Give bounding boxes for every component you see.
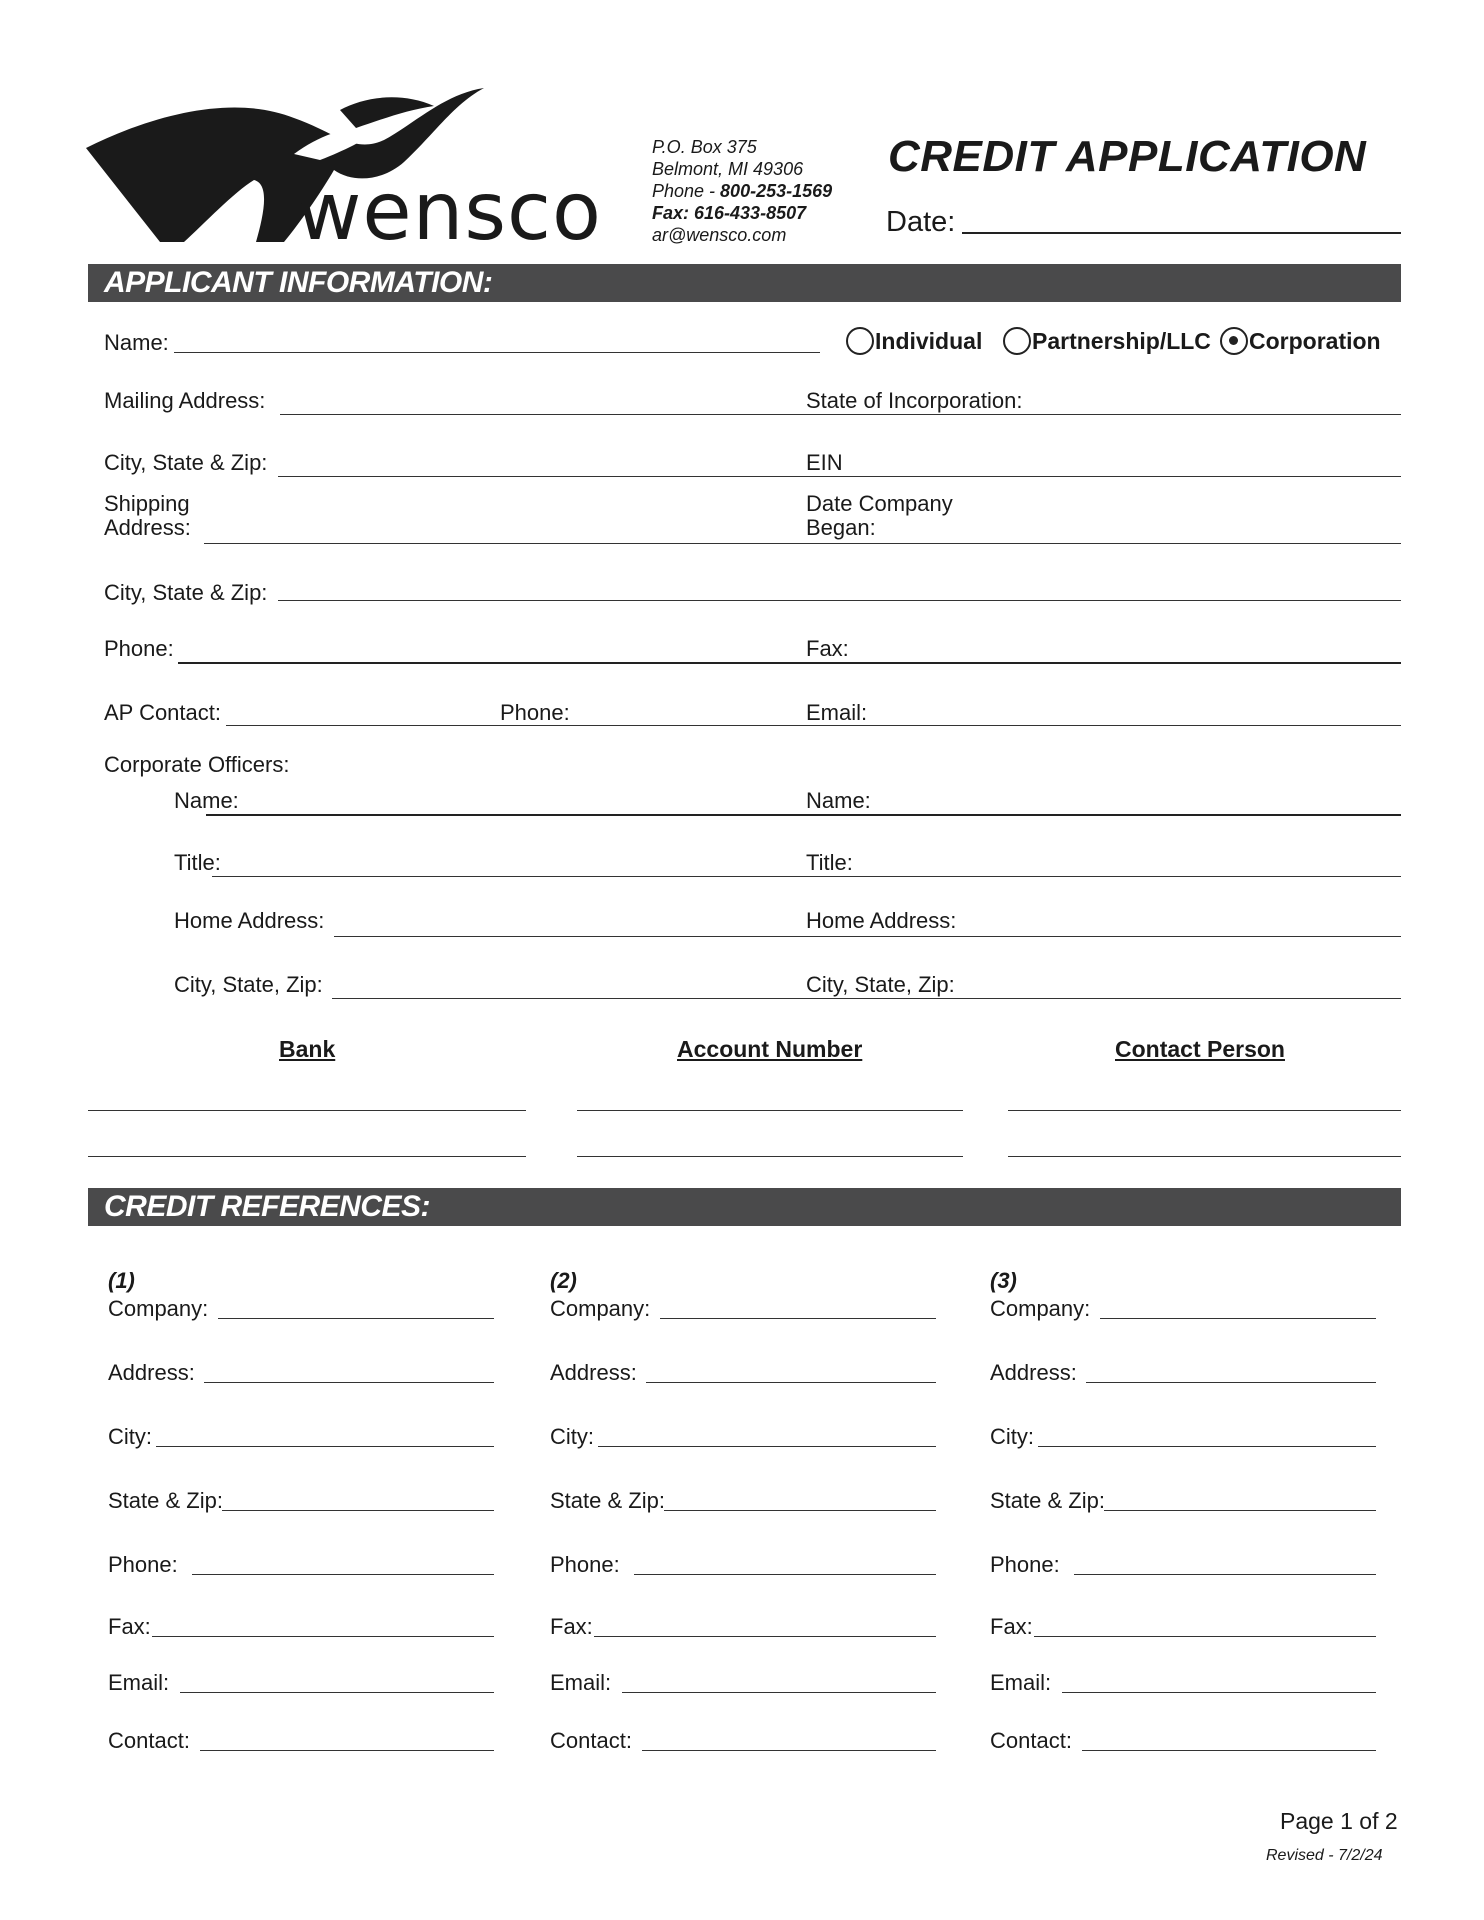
company-email: ar@wensco.com (652, 225, 787, 245)
officer-1-home-address-label: Home Address: (174, 908, 325, 933)
account-field-2[interactable] (577, 1156, 963, 1157)
ref-city-field[interactable] (156, 1446, 494, 1447)
company-logo (84, 84, 624, 258)
ref-state-zip-label: State & Zip: (990, 1488, 1105, 1513)
ref-company-field[interactable] (218, 1318, 494, 1319)
ref-city-label: City: (108, 1424, 152, 1449)
ref-phone-label: Phone: (990, 1552, 1060, 1577)
company-contact-block (652, 136, 832, 246)
ref-phone-label: Phone: (550, 1552, 620, 1577)
officer-1-city-label: City, State, Zip: (174, 972, 323, 997)
ref-contact-label: Contact: (108, 1728, 190, 1753)
ap-contact-label: AP Contact: (104, 700, 221, 725)
contact-person-field-2[interactable] (1008, 1156, 1401, 1157)
company-fax: Fax: 616-433-8507 (652, 203, 807, 223)
account-field-1[interactable] (577, 1110, 963, 1111)
ref-address-field[interactable] (204, 1382, 494, 1383)
name-field[interactable] (174, 352, 820, 353)
ref-fax-label: Fax: (108, 1614, 151, 1639)
company-phone: Phone - 800-253-1569 (652, 181, 833, 201)
form-title: CREDIT APPLICATION (888, 132, 1367, 181)
corporate-officers-label: Corporate Officers: (104, 752, 290, 777)
reference-2 (550, 1268, 936, 1768)
mailing-address-field[interactable] (280, 414, 1401, 415)
ref-email-field[interactable] (1062, 1692, 1376, 1693)
city-state-zip-field[interactable] (278, 476, 1401, 477)
officer-2-title-label: Title: (806, 850, 853, 875)
reference-3 (990, 1268, 1376, 1768)
shipping-address-field[interactable] (204, 543, 1401, 544)
ref-address-label: Address: (108, 1360, 195, 1385)
ref-city-field[interactable] (1038, 1446, 1376, 1447)
ref-fax-field[interactable] (1034, 1636, 1376, 1637)
ref-contact-label: Contact: (550, 1728, 632, 1753)
ref-fax-label: Fax: (990, 1614, 1033, 1639)
ap-phone-label: Phone: (500, 700, 570, 725)
radio-selected-icon (1220, 327, 1248, 355)
ref-email-field[interactable] (180, 1692, 494, 1693)
ref-contact-label: Contact: (990, 1728, 1072, 1753)
bank-column-header: Bank (279, 1036, 336, 1062)
radio-partnership[interactable]: Partnership/LLC (1003, 327, 1211, 355)
ref-email-field[interactable] (622, 1692, 936, 1693)
reference-1 (108, 1268, 494, 1768)
date-company-began-label: Date Company Began: (806, 491, 953, 540)
officer-1-title-label: Title: (174, 850, 221, 875)
shipping-city-label: City, State & Zip: (104, 580, 268, 605)
company-city: Belmont, MI 49306 (652, 159, 804, 179)
shipping-city-field[interactable] (278, 600, 1401, 601)
reference-number: (1) (108, 1268, 135, 1293)
ref-contact-field[interactable] (1082, 1750, 1376, 1751)
phone-fax-field[interactable] (178, 662, 1401, 664)
contact-person-column-header: Contact Person (1115, 1036, 1285, 1062)
ref-state-zip-field[interactable] (222, 1510, 494, 1511)
bank-field-2[interactable] (88, 1156, 526, 1157)
contact-person-field-1[interactable] (1008, 1110, 1401, 1111)
ref-address-field[interactable] (646, 1382, 936, 1383)
radio-corporation[interactable]: Corporation (1220, 327, 1381, 355)
ref-fax-label: Fax: (550, 1614, 593, 1639)
email-label: Email: (806, 700, 868, 725)
ref-phone-field[interactable] (634, 1574, 936, 1575)
ref-phone-field[interactable] (192, 1574, 494, 1575)
name-label: Name: (104, 330, 169, 355)
ref-company-label: Company: (108, 1296, 209, 1321)
ref-state-zip-field[interactable] (1104, 1510, 1376, 1511)
ref-state-zip-label: State & Zip: (550, 1488, 665, 1513)
ref-company-field[interactable] (1100, 1318, 1376, 1319)
revision-date: Revised - 7/2/24 (1266, 1847, 1383, 1864)
fax-label: Fax: (806, 636, 849, 661)
shipping-address-label: Shipping Address: (104, 491, 191, 540)
ref-fax-field[interactable] (152, 1636, 494, 1637)
date-label: Date: (886, 206, 956, 238)
officer-title-field[interactable] (212, 876, 1401, 877)
officer-2-city-label: City, State, Zip: (806, 972, 955, 997)
officer-2-name-label: Name: (806, 788, 871, 813)
officer-home-address-field[interactable] (334, 936, 1401, 937)
ref-contact-field[interactable] (642, 1750, 936, 1751)
ein-label: EIN (806, 450, 843, 475)
ref-address-label: Address: (990, 1360, 1077, 1385)
officer-name-field[interactable] (206, 814, 1401, 816)
bank-field-1[interactable] (88, 1110, 526, 1111)
officer-1-name-label: Name: (174, 788, 239, 813)
ref-phone-field[interactable] (1074, 1574, 1376, 1575)
credit-references-section-header (88, 1188, 1401, 1226)
ref-company-label: Company: (550, 1296, 651, 1321)
page-number: Page 1 of 2 (1280, 1808, 1398, 1834)
ref-city-label: City: (990, 1424, 1034, 1449)
company-wordmark: wensco (296, 165, 602, 258)
officer-city-field[interactable] (332, 998, 1401, 999)
radio-individual[interactable]: Individual (846, 327, 982, 355)
ref-email-label: Email: (990, 1670, 1052, 1695)
account-number-column-header: Account Number (677, 1036, 863, 1062)
ref-contact-field[interactable] (200, 1750, 494, 1751)
ref-fax-field[interactable] (594, 1636, 936, 1637)
applicant-section-header (88, 264, 1401, 302)
state-incorporation-label: State of Incorporation: (806, 388, 1023, 413)
reference-number: (2) (550, 1268, 577, 1293)
date-field[interactable] (962, 232, 1401, 234)
ref-phone-label: Phone: (108, 1552, 178, 1577)
mailing-address-label: Mailing Address: (104, 388, 266, 413)
applicant-section-title: APPLICANT INFORMATION: (104, 266, 493, 299)
ref-company-label: Company: (990, 1296, 1091, 1321)
ref-email-label: Email: (550, 1670, 612, 1695)
phone-label: Phone: (104, 636, 174, 661)
ref-state-zip-field[interactable] (664, 1510, 936, 1511)
ref-email-label: Email: (108, 1670, 170, 1695)
ref-address-field[interactable] (1086, 1382, 1376, 1383)
credit-references-title: CREDIT REFERENCES: (104, 1190, 431, 1223)
ref-city-label: City: (550, 1424, 594, 1449)
po-box: P.O. Box 375 (652, 137, 757, 157)
ref-state-zip-label: State & Zip: (108, 1488, 223, 1513)
radio-circle-icon (846, 327, 874, 355)
ref-company-field[interactable] (660, 1318, 936, 1319)
radio-circle-icon (1003, 327, 1031, 355)
ref-city-field[interactable] (598, 1446, 936, 1447)
city-state-zip-label: City, State & Zip: (104, 450, 268, 475)
officer-2-home-address-label: Home Address: (806, 908, 957, 933)
ref-address-label: Address: (550, 1360, 637, 1385)
reference-number: (3) (990, 1268, 1017, 1293)
